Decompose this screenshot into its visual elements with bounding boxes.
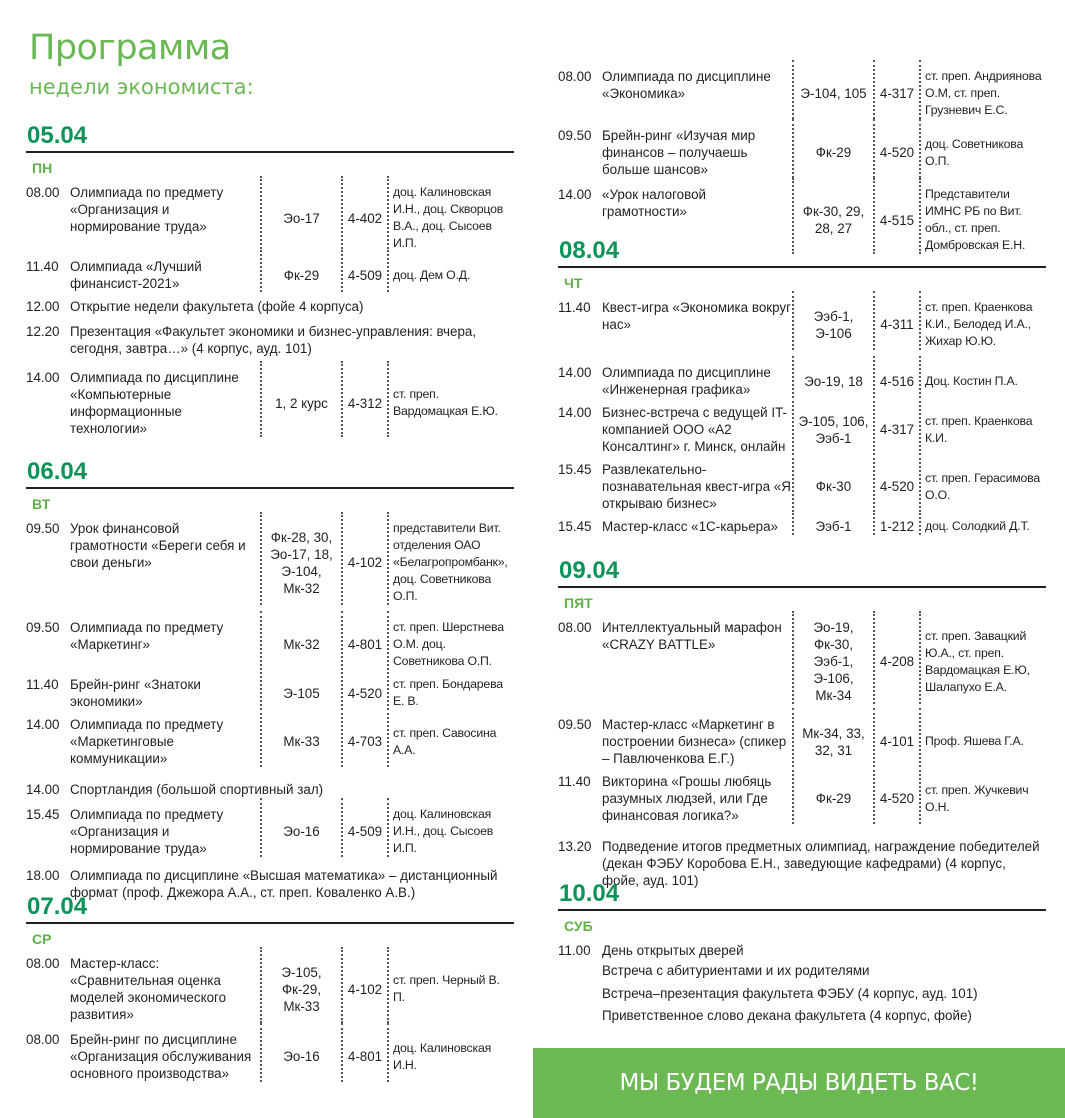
event-groups: Мк-33	[260, 708, 341, 767]
day-weekday: ВТ	[32, 496, 51, 512]
event-row	[26, 676, 514, 710]
event-title: Брейн-ринг «Знатоки экономики»	[70, 677, 201, 709]
day-date: 05.04	[27, 122, 88, 149]
event-time: 11.40	[26, 677, 59, 692]
event-people: ст. преп. Краенкова К.И., Белодед И.А., Жихар Ю.Ю.	[919, 291, 1046, 350]
event-room: 4-801	[341, 1023, 387, 1082]
event-row	[26, 258, 514, 292]
event-row	[26, 716, 514, 767]
page-subtitle: недели экономиста:	[29, 75, 254, 99]
event-row	[26, 298, 514, 315]
event-sub-item: Приветственное слово декана факультета (4 корпус, фойе)	[602, 1008, 972, 1023]
event-time: 18.00	[26, 868, 60, 883]
divider-line	[26, 487, 514, 489]
day-section	[26, 893, 514, 1082]
event-room: 4-520	[873, 119, 919, 178]
event-room: 4-520	[873, 765, 919, 824]
event-time: 14.00	[26, 717, 60, 732]
event-room: 1-212	[873, 510, 919, 535]
event-list	[558, 299, 1046, 535]
event-time: 08.00	[558, 620, 592, 635]
event-time: 12.00	[26, 299, 60, 314]
event-time: 08.00	[558, 69, 592, 84]
event-title: «Урок налоговой грамотности»	[602, 187, 707, 219]
event-room: 4-703	[341, 708, 387, 767]
day-date: 06.04	[27, 458, 88, 485]
event-groups: Мк-32	[260, 611, 341, 670]
event-room: 4-520	[873, 453, 919, 512]
event-time: 09.50	[558, 717, 592, 732]
event-title: Мастер-класс «1С-карьера»	[602, 519, 779, 534]
event-time: 15.45	[558, 462, 592, 477]
day-section-continued	[558, 60, 1046, 254]
event-title: Олимпиада по дисциплине «Экономика»	[602, 69, 771, 101]
divider-line	[26, 151, 514, 153]
event-time: 08.00	[26, 185, 60, 200]
event-row	[558, 127, 1046, 178]
event-room: 4-801	[341, 611, 387, 670]
event-time: 13.20	[558, 839, 592, 854]
event-time: 09.50	[558, 128, 592, 143]
event-room: 4-402	[341, 176, 387, 252]
event-people: Проф. Яшева Г.А.	[919, 708, 1046, 767]
day-date: 10.04	[559, 880, 620, 907]
banner-text: МЫ БУДЕМ РАДЫ ВИДЕТЬ ВАС!	[619, 1070, 979, 1096]
event-row	[558, 364, 1046, 398]
divider-line	[558, 266, 1046, 268]
event-list	[558, 68, 1046, 254]
event-time: 11.40	[558, 300, 591, 315]
day-section	[26, 458, 514, 901]
event-row	[26, 1031, 514, 1082]
event-time: 14.00	[558, 405, 592, 420]
event-row	[26, 369, 514, 437]
event-title: Олимпиада по предмету «Маркетинговые коммуникации»	[70, 717, 224, 766]
day-weekday: ПН	[32, 160, 53, 176]
event-title: Брейн-ринг «Изучая мир финансов – получаешь больше шансов»	[602, 128, 756, 177]
event-room: 4-317	[873, 60, 919, 119]
event-room: 4-101	[873, 708, 919, 767]
day-weekday: СР	[32, 931, 52, 947]
event-title: Мастер-класс: «Сравнительная оценка моделей экономического развития»	[70, 956, 227, 1022]
event-title: Викторина «Грошы любяць разумных людзей, или Где финансовая логика?»	[602, 774, 772, 823]
event-people: ст. преп. Жучкевич О.Н.	[919, 765, 1046, 824]
event-time: 14.00	[26, 370, 60, 385]
event-groups: Эо-16	[260, 1023, 341, 1082]
event-title: Открытие недели факультета (фойе 4 корпуса)	[70, 299, 364, 314]
event-row	[558, 404, 1046, 455]
event-list	[558, 619, 1046, 889]
event-people: Доц. Костин П.А.	[919, 356, 1046, 398]
event-sub-item: Встреча с абитуриентами и их родителями	[602, 963, 870, 978]
event-groups: Эо-19, Фк-30, Ээб-1, Э-106, Мк-34	[792, 611, 873, 704]
event-room: 4-312	[341, 361, 387, 437]
event-row	[558, 68, 1046, 119]
day-date: 08.04	[559, 237, 620, 264]
day-weekday: СУБ	[564, 918, 593, 934]
event-sub-items	[602, 960, 1046, 1028]
event-groups: Э-104, 105	[792, 60, 873, 119]
event-room: 4-509	[341, 250, 387, 292]
event-row	[26, 619, 514, 670]
event-time: 09.50	[26, 620, 60, 635]
day-section	[26, 122, 514, 437]
event-people: доц. Солодкий Д.Т.	[919, 510, 1046, 535]
event-groups: Мк-34, 33, 32, 31	[792, 708, 873, 767]
event-row	[558, 461, 1046, 512]
event-room: 4-516	[873, 356, 919, 398]
event-people: ст. преп. Шерстнева О.М. доц. Советникова О.П.	[387, 611, 514, 670]
event-title: Спортландия (большой спортивный зал)	[70, 782, 324, 797]
event-groups: Ээб-1, Э-106	[792, 291, 873, 350]
event-time: 11.40	[558, 774, 591, 789]
event-people: доц. Калиновская И.Н., доц. Сысоев И.П.	[387, 798, 514, 857]
event-time: 08.00	[26, 956, 60, 971]
event-people: ст. преп. Бондарева Е. В.	[387, 668, 514, 710]
event-row	[558, 619, 1046, 704]
event-title: День открытых дверей	[602, 943, 744, 958]
event-time: 09.50	[26, 521, 60, 536]
page-title: Программа	[29, 28, 231, 68]
event-people: ст. преп. Савосина А.А.	[387, 708, 514, 767]
event-groups: Фк-30, 29, 28, 27	[792, 178, 873, 254]
event-title: Развлекательно-познавательная квест-игра «Я открываю бизнес»	[602, 462, 791, 511]
divider-line	[26, 922, 514, 924]
event-time: 11.00	[558, 943, 591, 958]
event-title: Бизнес-встреча с ведущей IT-компанией ООО «А2 Консалтинг» г. Минск, онлайн	[602, 405, 787, 454]
event-time: 12.20	[26, 324, 60, 339]
event-room: 4-311	[873, 291, 919, 350]
event-row	[26, 955, 514, 1023]
event-row	[558, 773, 1046, 824]
event-list	[26, 184, 514, 437]
event-groups: Фк-30	[792, 453, 873, 512]
event-time: 15.45	[558, 519, 592, 534]
event-row	[558, 942, 1046, 959]
event-list	[558, 942, 1046, 1028]
event-people: ст. преп. Краенкова К.И.	[919, 396, 1046, 455]
event-row	[26, 806, 514, 857]
divider-line	[558, 586, 1046, 588]
event-groups: Фк-29	[260, 250, 341, 292]
event-people: Представители ИМНС РБ по Вит. обл., ст. преп. Домбровская Е.Н.	[919, 178, 1046, 254]
day-section	[558, 557, 1046, 889]
event-room: 4-515	[873, 178, 919, 254]
event-sub-item: Встреча–презентация факультета ФЭБУ (4 корпус, ауд. 101)	[602, 985, 978, 1001]
event-title: Олимпиада по дисциплине «Компьютерные информационные технологии»	[70, 370, 239, 436]
event-row	[26, 781, 514, 798]
event-people: представители Вит. отделения ОАО «Белагропромбанк», доц. Советникова О.П.	[387, 512, 514, 605]
event-groups: Фк-28, 30, Эо-17, 18, Э-104, Мк-32	[260, 512, 341, 605]
event-room: 4-520	[341, 668, 387, 710]
event-title: Олимпиада по предмету «Организация и нормирование труда»	[70, 185, 224, 234]
event-time: 14.00	[26, 782, 60, 797]
event-people: ст. преп. Завацкий Ю.А., ст. преп. Вардомацкая Е.Ю, Шалапухо Е.А.	[919, 611, 1046, 704]
event-time: 15.45	[26, 807, 60, 822]
event-title: Олимпиада по дисциплине «Высшая математика» – дистанционный формат (проф. Джежора А.А., ст. преп. Коваленко А.В.)	[70, 868, 498, 900]
event-room: 4-509	[341, 798, 387, 857]
event-groups: Фк-29	[792, 765, 873, 824]
event-time: 14.00	[558, 187, 592, 202]
event-people: доц. Калиновская И.Н.	[387, 1023, 514, 1082]
event-title: Урок финансовой грамотности «Береги себя и свои деньги»	[70, 521, 246, 570]
event-people: ст. преп. Черный В. П.	[387, 947, 514, 1023]
event-row	[26, 184, 514, 252]
event-room: 4-208	[873, 611, 919, 704]
event-groups: Эо-16	[260, 798, 341, 857]
event-people: ст. преп. Герасимова О.О.	[919, 453, 1046, 512]
day-weekday: ЧТ	[564, 275, 583, 291]
event-people: ст. преп. Андриянова О.М, ст. преп. Грузневич Е.С.	[919, 60, 1046, 119]
event-groups: Э-105, Фк-29, Мк-33	[260, 947, 341, 1023]
event-title: Олимпиада по дисциплине «Инженерная графика»	[602, 365, 771, 397]
event-row	[558, 716, 1046, 767]
event-groups: Эо-19, 18	[792, 356, 873, 398]
event-time: 08.00	[26, 1032, 60, 1047]
day-date: 07.04	[27, 893, 88, 920]
event-row	[558, 518, 1046, 535]
divider-line	[558, 909, 1046, 911]
event-row	[558, 299, 1046, 350]
event-row	[26, 520, 514, 605]
event-title: Олимпиада «Лучший финансист-2021»	[70, 259, 202, 291]
event-title: Интеллектуальный марафон «CRAZY BATTLE»	[602, 620, 782, 652]
event-room: 4-317	[873, 396, 919, 455]
day-section	[558, 880, 1046, 1028]
event-people: ст. преп. Вардомацкая Е.Ю.	[387, 361, 514, 437]
event-list	[26, 520, 514, 901]
event-title: Олимпиада по предмету «Маркетинг»	[70, 620, 224, 652]
event-room: 4-102	[341, 512, 387, 605]
event-title: Подведение итогов предметных олимпиад, награждение победителей (декан ФЭБУ Коробова Е.Н., заведующие кафедрами) (4 корпус, фойе, ауд. 101)	[602, 839, 1040, 888]
event-room: 4-102	[341, 947, 387, 1023]
event-title: Олимпиада по предмету «Организация и нормирование труда»	[70, 807, 224, 856]
event-list	[26, 955, 514, 1082]
event-people: доц. Советникова О.П.	[919, 119, 1046, 178]
event-people: доц. Калиновская И.Н., доц. Скворцов В.А., доц. Сысоев И.П.	[387, 176, 514, 252]
event-title: Квест-игра «Экономика вокруг нас»	[602, 300, 791, 332]
day-weekday: ПЯТ	[564, 595, 593, 611]
day-section	[558, 237, 1046, 535]
day-date: 09.04	[559, 557, 620, 584]
event-time: 11.40	[26, 259, 59, 274]
event-title: Мастер-класс «Маркетинг в построении бизнеса» (спикер – Павлюченкова Е.Г.)	[602, 717, 787, 766]
welcome-banner	[533, 1048, 1065, 1118]
event-row	[26, 323, 514, 357]
event-groups: Э-105	[260, 668, 341, 710]
event-groups: Э-105, 106, Ээб-1	[792, 396, 873, 455]
event-title: Презентация «Факультет экономики и бизнес-управления: вчера, сегодня, завтра…» (4 корпус, ауд. 101)	[70, 324, 477, 356]
event-groups: Фк-29	[792, 119, 873, 178]
event-groups: 1, 2 курс	[260, 361, 341, 437]
event-people: доц. Дем О.Д.	[387, 250, 514, 292]
event-time: 14.00	[558, 365, 592, 380]
event-groups: Ээб-1	[792, 510, 873, 535]
event-groups: Эо-17	[260, 176, 341, 252]
event-title: Брейн-ринг по дисциплине «Организация обслуживания основного производства»	[70, 1032, 252, 1081]
